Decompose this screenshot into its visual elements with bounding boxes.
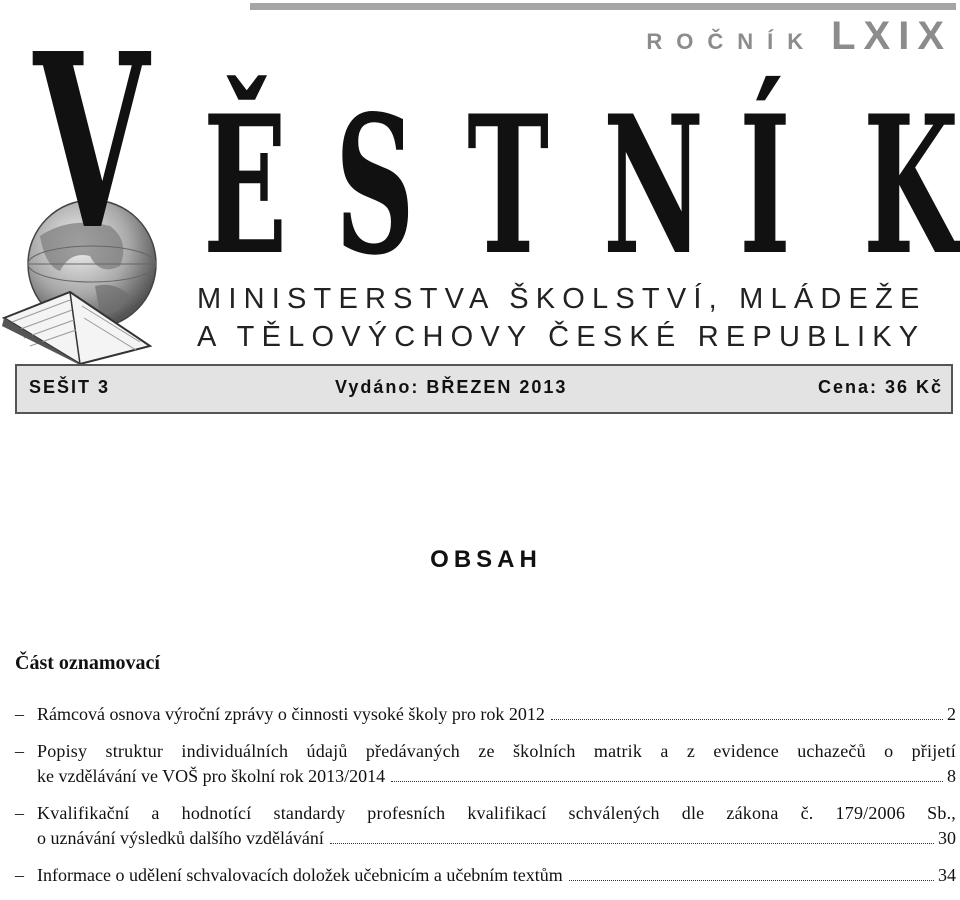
top-rule — [250, 3, 956, 10]
toc-page-number: 2 — [947, 704, 956, 724]
issue-number: SEŠIT 3 — [29, 377, 111, 397]
masthead-letter: S — [335, 74, 415, 297]
section-heading: Část oznamovací — [15, 652, 160, 674]
toc-entry[interactable] — [15, 801, 956, 851]
toc-entry-title: Rámcová osnova výroční zprávy o činnosti vysoké školy pro rok 2012 — [37, 704, 545, 724]
ministry-name — [197, 280, 959, 356]
dot-leader — [330, 843, 934, 844]
issue-info-bar — [15, 364, 953, 414]
toc-page-number: 34 — [938, 865, 956, 885]
toc-entry-title: Informace o udělení schvalovacích doložek učebnicím a učebním textům — [37, 865, 563, 885]
masthead-letter: K — [863, 74, 959, 297]
contents-title: OBSAH — [430, 546, 542, 573]
dash-bullet: – — [15, 865, 24, 885]
volume-number: LXIX — [831, 14, 952, 58]
toc-entry[interactable] — [15, 739, 956, 789]
toc-entry-title: Kvalifikační a hodnotící standardy profesních kvalifikací schválených dle zákona č. 179/2006 Sb., — [37, 803, 956, 823]
masthead-title — [180, 66, 960, 297]
masthead-letter: T — [467, 74, 550, 297]
toc-entry-title: Popisy struktur individuálních údajů předávaných ze školních matrik a z evidence uchazečů o přijetí — [37, 741, 956, 761]
dot-leader — [551, 719, 943, 720]
masthead-letter: N — [603, 74, 704, 297]
price: Cena: 36 Kč — [817, 377, 943, 397]
dash-bullet: – — [15, 704, 24, 724]
dot-leader — [391, 781, 943, 782]
dash-bullet: – — [15, 741, 24, 761]
masthead-letter: Ě — [203, 74, 288, 297]
table-of-contents — [15, 702, 956, 900]
volume-word: ROČNÍK — [646, 29, 818, 54]
dash-bullet: – — [15, 803, 24, 823]
toc-page-number: 8 — [947, 766, 956, 786]
dot-leader — [569, 880, 934, 881]
publication-date: Vydáno: BŘEZEN 2013 — [335, 377, 568, 397]
toc-page-number: 30 — [938, 828, 956, 848]
masthead-first-letter: V — [33, 1, 150, 283]
ministry-line-1: MINISTERSTVA ŠKOLSTVÍ, MLÁDEŽE — [197, 283, 927, 315]
masthead-letter: Í — [739, 74, 791, 297]
toc-entry[interactable] — [15, 702, 956, 727]
toc-entry[interactable] — [15, 863, 956, 888]
toc-entry-title-continued: o uznávání výsledků dalšího vzdělávání — [37, 828, 324, 848]
toc-entry-title-continued: ke vzdělávání ve VOŠ pro školní rok 2013/2014 — [37, 766, 386, 786]
ministry-line-2: A TĚLOVÝCHOVY ČESKÉ REPUBLIKY — [197, 321, 926, 353]
volume-label — [646, 14, 952, 59]
